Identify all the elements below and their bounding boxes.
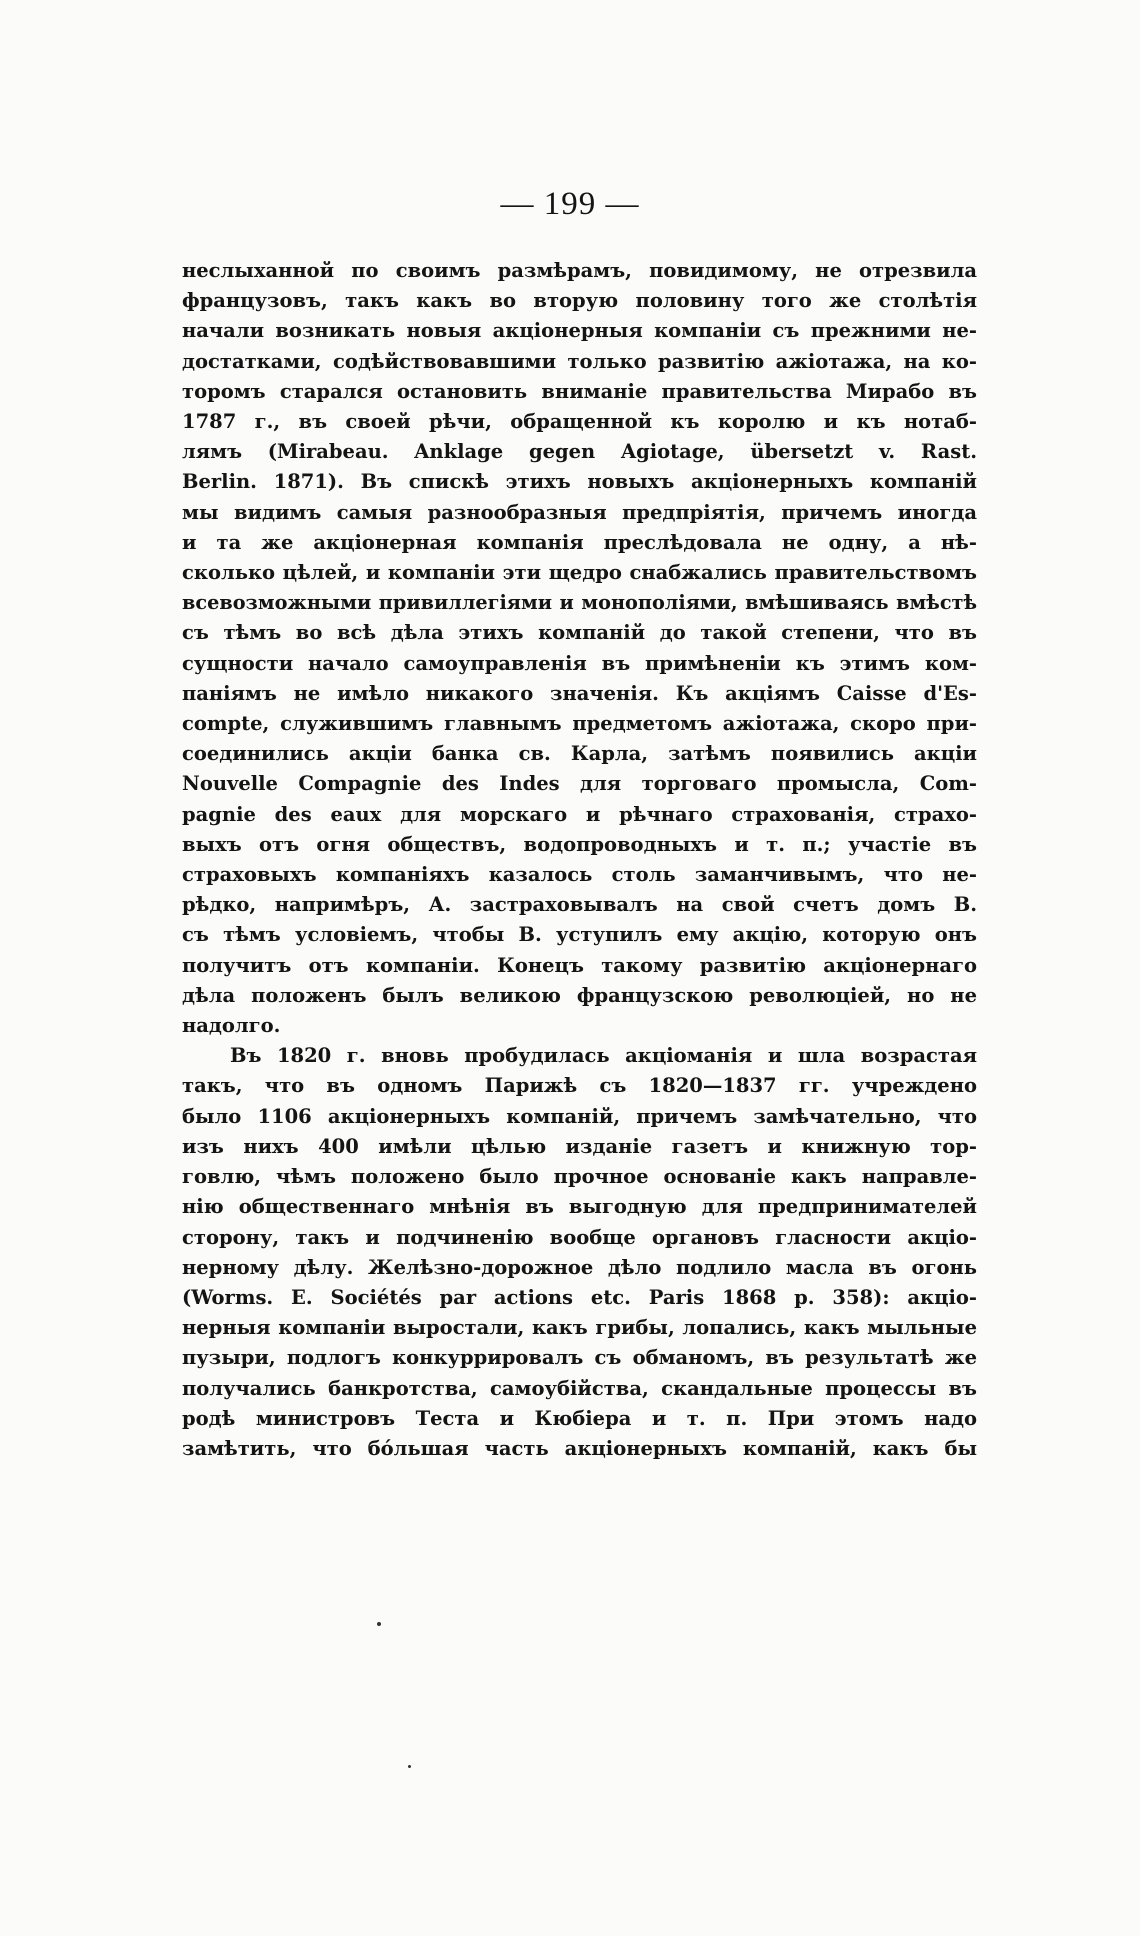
- text-line: сущности начало самоуправленія въ примѣненіи къ этимъ ком-: [182, 651, 977, 675]
- text-line: Berlin. 1871). Въ спискѣ этихъ новыхъ акціонерныхъ компаній: [182, 470, 977, 494]
- text-line: дѣла положенъ былъ великою французскою революціей, но не: [182, 983, 977, 1007]
- text-line: Въ 1820 г. вновь пробудилась акціоманія и шла возрастая: [230, 1044, 977, 1068]
- text-line: рѣдко, напримѣръ, А. застраховывалъ на свой счетъ домъ В.: [182, 893, 977, 917]
- text-line: начали возникать новыя акціонерныя компаніи съ прежними не-: [182, 319, 977, 343]
- text-line: мы видимъ самыя разнообразныя предпріятія, причемъ иногда: [182, 500, 977, 524]
- text-line: французовъ, такъ какъ во вторую половину того же столѣтія: [182, 289, 977, 313]
- text-line: всевозможными привиллегіями и монополіями, вмѣшиваясь вмѣстѣ: [182, 591, 977, 615]
- text-line: получались банкротства, самоубійства, скандальные процессы въ: [182, 1376, 977, 1400]
- text-line: съ тѣмъ во всѣ дѣла этихъ компаній до такой степени, что въ: [182, 621, 977, 645]
- text-line: соединились акціи банка св. Карла, затѣмъ появились акціи: [182, 742, 977, 766]
- body-text: [182, 256, 977, 1464]
- text-line: неслыханной по своимъ размѣрамъ, повидимому, не отрезвила: [182, 259, 977, 282]
- text-line: и та же акціонерная компанія преслѣдовала не одну, а нѣ-: [182, 530, 977, 554]
- text-line: замѣтить, что бóльшая часть акціонерныхъ компаній, какъ бы: [182, 1436, 977, 1460]
- scan-speck: [408, 1765, 411, 1768]
- text-line: говлю, чѣмъ положено было прочное основаніе какъ направле-: [182, 1165, 977, 1189]
- text-line: родѣ министровъ Теста и Кюбіера и т. п. При этомъ надо: [182, 1406, 977, 1430]
- text-line: (Worms. E. Sociétés par actions etc. Paris 1868 p. 358): акціо-: [182, 1285, 977, 1309]
- text-line: съ тѣмъ условіемъ, чтобы В. уступилъ ему акцію, которую онъ: [182, 923, 977, 947]
- text-line: выхъ отъ огня обществъ, водопроводныхъ и т. п.; участіе въ: [182, 832, 977, 856]
- text-line: торомъ старался остановить вниманіе правительства Мирабо въ: [182, 379, 977, 403]
- page-number: — 199 —: [500, 186, 640, 222]
- text-line: достатками, содѣйствовавшими только развитію ажіотажа, на ко-: [182, 349, 977, 373]
- scan-speck: [377, 1622, 381, 1626]
- text-line: нію общественнаго мнѣнія въ выгодную для предпринимателей: [182, 1195, 977, 1219]
- text-line: такъ, что въ одномъ Парижѣ съ 1820—1837 гг. учреждено: [182, 1074, 977, 1098]
- text-line: страховыхъ компаніяхъ казалось столь заманчивымъ, что не-: [182, 863, 977, 887]
- text-line: сторону, такъ и подчиненію вообще органовъ гласности акціо-: [182, 1225, 977, 1249]
- text-line: Nouvelle Compagnie des Indes для торговаго промысла, Com-: [182, 772, 977, 796]
- text-line: надолго.: [182, 1014, 281, 1038]
- text-line: 1787 г., въ своей рѣчи, обращенной къ королю и къ нотаб-: [182, 410, 977, 434]
- text-line: сколько цѣлей, и компаніи эти щедро снабжались правительствомъ: [182, 561, 977, 585]
- text-line: compte, служившимъ главнымъ предметомъ ажіотажа, скоро при-: [182, 712, 977, 736]
- text-line: лямъ (Mirabeau. Anklage gegen Agiotage, übersetzt v. Rast.: [182, 440, 977, 464]
- text-line: нерныя компаніи выростали, какъ грибы, лопались, какъ мыльные: [182, 1316, 977, 1340]
- text-line: паніямъ не имѣло никакого значенія. Къ акціямъ Caisse d'Es-: [182, 681, 977, 705]
- text-line: пузыри, подлогъ конкуррировалъ съ обманомъ, въ результатѣ же: [182, 1346, 977, 1370]
- text-line: было 1106 акціонерныхъ компаній, причемъ замѣчательно, что: [182, 1104, 977, 1128]
- text-line: pagnie des eaux для морскаго и рѣчнаго страхованія, страхо-: [182, 802, 977, 826]
- text-line: нерному дѣлу. Желѣзно-дорожное дѣло подлило масла въ огонь: [182, 1255, 977, 1279]
- text-line: изъ нихъ 400 имѣли цѣлью изданіе газетъ и книжную тор-: [182, 1134, 977, 1158]
- text-line: получитъ отъ компаніи. Конецъ такому развитію акціонернаго: [182, 953, 977, 977]
